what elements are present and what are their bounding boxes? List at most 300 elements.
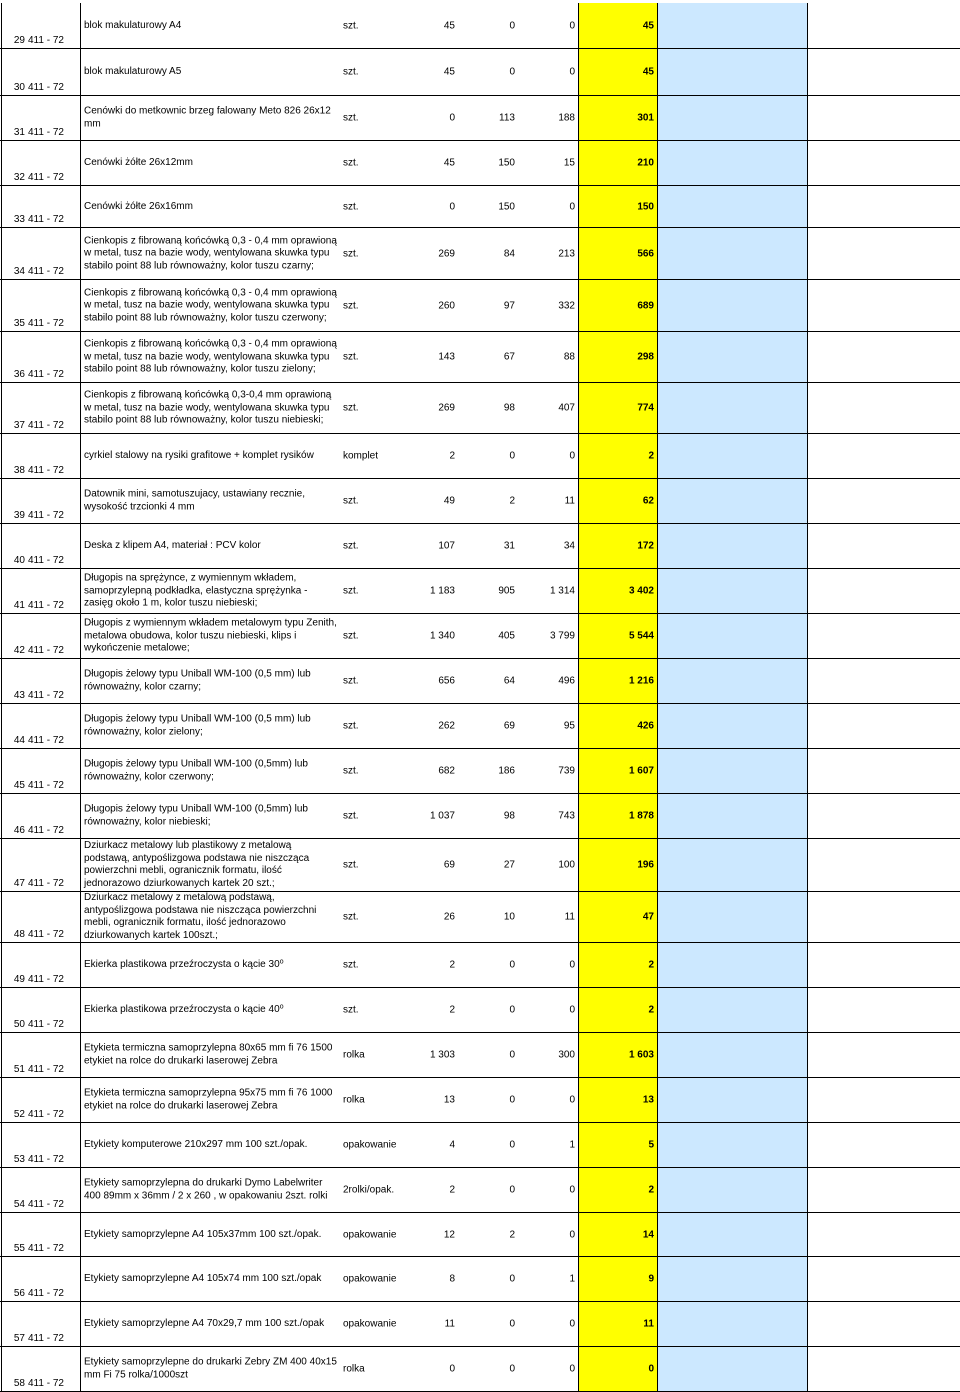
cell-total[interactable] <box>578 569 658 613</box>
item-name: Deska z klipem A4, materiał : PCV kolor <box>84 539 261 551</box>
cell-unit[interactable] <box>340 383 400 433</box>
cell-price[interactable] <box>658 524 808 568</box>
cell-name[interactable] <box>81 1168 340 1212</box>
cell-qty-2[interactable] <box>458 704 518 748</box>
cell-total[interactable] <box>578 434 658 478</box>
cell-total[interactable] <box>578 479 658 523</box>
cell-qty-2[interactable] <box>458 3 518 48</box>
cell-qty-2[interactable] <box>458 141 518 185</box>
cell-name[interactable] <box>81 141 340 185</box>
cell-qty-2[interactable] <box>458 614 518 658</box>
cell-lp[interactable] <box>1 614 81 658</box>
cell-total[interactable] <box>578 1213 658 1256</box>
cell-qty-2[interactable] <box>458 96 518 140</box>
cell-qty-2[interactable] <box>458 1302 518 1346</box>
qty-1-value: 260 <box>438 300 455 311</box>
cell-total[interactable] <box>578 1033 658 1077</box>
cell-qty-2[interactable] <box>458 383 518 433</box>
row-number: 38 <box>13 465 25 476</box>
cell-qty-3[interactable] <box>518 1213 578 1256</box>
item-name: Długopis żelowy typu Uniball WM-100 (0,5mm) lub równoważny, kolor czerwony; <box>84 758 308 782</box>
cell-total[interactable] <box>578 332 658 382</box>
cell-qty-1[interactable] <box>400 569 458 613</box>
item-name: Etykiety samoprzylepne A4 105x74 mm 100 szt./opak <box>84 1272 322 1284</box>
item-name: Długopis żelowy typu Uniball WM-100 (0,5 mm) lub równoważny, kolor zielony; <box>84 713 311 737</box>
cell-lp[interactable] <box>1 749 81 793</box>
cell-unit[interactable] <box>340 1168 400 1212</box>
cell-name[interactable] <box>81 614 340 658</box>
cell-unit[interactable] <box>340 186 400 227</box>
cell-total[interactable] <box>578 704 658 748</box>
cell-total[interactable] <box>578 943 658 987</box>
cell-unit[interactable] <box>340 228 400 279</box>
cell-unit[interactable] <box>340 1257 400 1301</box>
cell-total[interactable] <box>578 228 658 279</box>
cell-total[interactable] <box>578 1078 658 1122</box>
cell-qty-2[interactable] <box>458 332 518 382</box>
cell-unit[interactable] <box>340 524 400 568</box>
cell-total[interactable] <box>578 1257 658 1301</box>
item-unit: rolka <box>343 1094 365 1106</box>
cell-qty-1[interactable] <box>400 96 458 140</box>
item-unit: szt. <box>343 248 359 259</box>
item-unit: szt. <box>343 720 359 732</box>
cell-price[interactable] <box>658 1213 808 1256</box>
cell-name[interactable] <box>81 1347 340 1391</box>
cell-qty-3[interactable] <box>518 659 578 703</box>
cell-name[interactable] <box>81 1302 340 1346</box>
cell-name[interactable] <box>81 479 340 523</box>
cell-unit[interactable] <box>340 1302 400 1346</box>
cell-qty-1[interactable] <box>400 749 458 793</box>
cell-qty-3[interactable] <box>518 332 578 382</box>
cell-total[interactable] <box>578 988 658 1032</box>
cell-qty-3[interactable] <box>518 839 578 891</box>
cell-unit[interactable] <box>340 1347 400 1391</box>
cell-price[interactable] <box>658 141 808 185</box>
cell-unit[interactable] <box>340 839 400 891</box>
item-unit: rolka <box>343 1049 365 1061</box>
cell-price[interactable] <box>658 749 808 793</box>
cell-price[interactable] <box>658 434 808 478</box>
cell-name[interactable] <box>81 383 340 433</box>
cell-name[interactable] <box>81 96 340 140</box>
cell-price[interactable] <box>658 1168 808 1212</box>
cell-qty-2[interactable] <box>458 524 518 568</box>
cell-price[interactable] <box>658 1302 808 1346</box>
cell-lp[interactable] <box>1 186 81 227</box>
cell-name[interactable] <box>81 1078 340 1122</box>
cell-total[interactable] <box>578 1168 658 1212</box>
cell-price[interactable] <box>658 49 808 95</box>
cell-lp[interactable] <box>1 280 81 331</box>
qty-2-value: 98 <box>503 402 515 414</box>
cell-price[interactable] <box>658 383 808 433</box>
cell-qty-2[interactable] <box>458 1257 518 1301</box>
cell-unit[interactable] <box>340 1033 400 1077</box>
cell-price[interactable] <box>658 228 808 279</box>
row-code: 411 - 72 <box>28 214 64 225</box>
cell-qty-3[interactable] <box>518 1347 578 1391</box>
cell-qty-1[interactable] <box>400 1033 458 1077</box>
item-name: Cenówki żółte 26x12mm <box>84 156 193 168</box>
qty-3-value: 1 314 <box>549 585 575 597</box>
qty-1-value: 13 <box>443 1094 455 1106</box>
cell-name[interactable] <box>81 332 340 382</box>
cell-qty-3[interactable] <box>518 892 578 942</box>
cell-price[interactable] <box>658 1033 808 1077</box>
cell-qty-3[interactable] <box>518 49 578 95</box>
cell-total[interactable] <box>578 659 658 703</box>
cell-lp[interactable] <box>1 1033 81 1077</box>
cell-qty-1[interactable] <box>400 943 458 987</box>
cell-name[interactable] <box>81 1213 340 1256</box>
cell-qty-3[interactable] <box>518 383 578 433</box>
cell-qty-2[interactable] <box>458 1123 518 1167</box>
cell-qty-1[interactable] <box>400 839 458 891</box>
cell-lp[interactable] <box>1 839 81 891</box>
cell-name[interactable] <box>81 943 340 987</box>
row-code: 411 - 72 <box>28 1019 64 1030</box>
cell-lp[interactable] <box>1 569 81 613</box>
cell-qty-2[interactable] <box>458 659 518 703</box>
cell-qty-1[interactable] <box>400 1302 458 1346</box>
cell-qty-1[interactable] <box>400 479 458 523</box>
qty-2-value: 2 <box>509 495 515 507</box>
cell-total[interactable] <box>578 186 658 227</box>
cell-price[interactable] <box>658 1123 808 1167</box>
item-unit: opakowanie <box>343 1229 397 1240</box>
cell-qty-3[interactable] <box>518 1078 578 1122</box>
qty-1-value: 1 037 <box>429 810 455 822</box>
cell-unit[interactable] <box>340 614 400 658</box>
total-value: 2 <box>648 1184 654 1196</box>
cell-qty-2[interactable] <box>458 892 518 942</box>
cell-lp[interactable] <box>1 524 81 568</box>
cell-total[interactable] <box>578 614 658 658</box>
cell-price[interactable] <box>658 794 808 838</box>
cell-name[interactable] <box>81 3 340 48</box>
cell-price[interactable] <box>658 704 808 748</box>
cell-unit[interactable] <box>340 794 400 838</box>
cell-qty-1[interactable] <box>400 1168 458 1212</box>
cell-qty-3[interactable] <box>518 1033 578 1077</box>
cell-price[interactable] <box>658 892 808 942</box>
cell-price[interactable] <box>658 943 808 987</box>
cell-lp[interactable] <box>1 704 81 748</box>
cell-price[interactable] <box>658 96 808 140</box>
cell-lp[interactable] <box>1 141 81 185</box>
cell-name[interactable] <box>81 1033 340 1077</box>
cell-qty-1[interactable] <box>400 1123 458 1167</box>
cell-price[interactable] <box>658 988 808 1032</box>
item-name: Etykiety samoprzylepne A4 70x29,7 mm 100 szt./opak <box>84 1317 325 1329</box>
cell-qty-1[interactable] <box>400 3 458 48</box>
cell-qty-3[interactable] <box>518 749 578 793</box>
cell-total[interactable] <box>578 1347 658 1391</box>
cell-name[interactable] <box>81 839 340 891</box>
cell-qty-2[interactable] <box>458 749 518 793</box>
cell-qty-2[interactable] <box>458 434 518 478</box>
cell-total[interactable] <box>578 892 658 942</box>
item-unit: rolka <box>343 1363 365 1375</box>
cell-qty-3[interactable] <box>518 1168 578 1212</box>
cell-unit[interactable] <box>340 659 400 703</box>
cell-qty-1[interactable] <box>400 1078 458 1122</box>
cell-price[interactable] <box>658 280 808 331</box>
row-code: 411 - 72 <box>28 780 64 791</box>
cell-price[interactable] <box>658 839 808 891</box>
cell-qty-3[interactable] <box>518 479 578 523</box>
cell-qty-2[interactable] <box>458 1347 518 1391</box>
cell-qty-3[interactable] <box>518 1123 578 1167</box>
cell-unit[interactable] <box>340 479 400 523</box>
cell-name[interactable] <box>81 749 340 793</box>
qty-2-value: 0 <box>509 1139 515 1151</box>
cell-name[interactable] <box>81 524 340 568</box>
table-row <box>0 186 960 228</box>
row-number: 49 <box>13 974 25 985</box>
cell-name[interactable] <box>81 794 340 838</box>
cell-qty-1[interactable] <box>400 332 458 382</box>
cell-price[interactable] <box>658 3 808 48</box>
item-name: Etykieta termiczna samoprzylepna 95x75 mm fi 76 1000 etykiet na rolce do drukarki laserowej Zebra <box>84 1087 333 1111</box>
cell-qty-3[interactable] <box>518 1302 578 1346</box>
cell-lp[interactable] <box>1 659 81 703</box>
cell-lp[interactable] <box>1 988 81 1032</box>
qty-3-value: 0 <box>569 201 575 212</box>
qty-1-value: 49 <box>443 495 455 507</box>
qty-3-value: 15 <box>563 157 575 169</box>
cell-lp[interactable] <box>1 383 81 433</box>
cell-qty-2[interactable] <box>458 280 518 331</box>
cell-total[interactable] <box>578 96 658 140</box>
qty-3-value: 1 <box>569 1139 575 1151</box>
item-name: Dziurkacz metalowy z metalową podstawą, antypoślizgowa podstawa nie niszcząca powierzchni mebli, ogranicznik formatu, ilość jednorazowo dziurkowanych kartek 100szt.; <box>84 892 317 941</box>
cell-qty-3[interactable] <box>518 614 578 658</box>
cell-unit[interactable] <box>340 49 400 95</box>
qty-2-value: 0 <box>509 1094 515 1106</box>
cell-total[interactable] <box>578 141 658 185</box>
row-code: 411 - 72 <box>28 974 64 985</box>
qty-3-value: 0 <box>569 1318 575 1330</box>
cell-lp[interactable] <box>1 1168 81 1212</box>
qty-3-value: 1 <box>569 1273 575 1285</box>
cell-qty-1[interactable] <box>400 892 458 942</box>
item-unit: szt. <box>343 859 359 871</box>
cell-qty-3[interactable] <box>518 1257 578 1301</box>
cell-name[interactable] <box>81 280 340 331</box>
cell-name[interactable] <box>81 659 340 703</box>
cell-unit[interactable] <box>340 749 400 793</box>
cell-total[interactable] <box>578 3 658 48</box>
cell-name[interactable] <box>81 704 340 748</box>
cell-qty-3[interactable] <box>518 704 578 748</box>
qty-2-value: 67 <box>503 351 515 363</box>
cell-price[interactable] <box>658 332 808 382</box>
cell-qty-1[interactable] <box>400 659 458 703</box>
cell-qty-3[interactable] <box>518 141 578 185</box>
row-number: 51 <box>13 1064 25 1075</box>
cell-price[interactable] <box>658 1257 808 1301</box>
cell-unit[interactable] <box>340 1123 400 1167</box>
cell-total[interactable] <box>578 1123 658 1167</box>
cell-unit[interactable] <box>340 1078 400 1122</box>
qty-1-value: 269 <box>438 248 455 259</box>
cell-qty-3[interactable] <box>518 434 578 478</box>
cell-unit[interactable] <box>340 141 400 185</box>
cell-qty-3[interactable] <box>518 228 578 279</box>
cell-unit[interactable] <box>340 3 400 48</box>
cell-qty-1[interactable] <box>400 1213 458 1256</box>
qty-1-value: 0 <box>449 112 455 124</box>
cell-lp[interactable] <box>1 1302 81 1346</box>
row-code: 411 - 72 <box>28 318 64 329</box>
cell-qty-1[interactable] <box>400 988 458 1032</box>
cell-price[interactable] <box>658 659 808 703</box>
cell-total[interactable] <box>578 280 658 331</box>
cell-price[interactable] <box>658 1347 808 1391</box>
item-name: blok makulaturowy A5 <box>84 65 182 77</box>
cell-qty-2[interactable] <box>458 479 518 523</box>
row-code: 411 - 72 <box>28 35 64 46</box>
cell-qty-1[interactable] <box>400 614 458 658</box>
cell-total[interactable] <box>578 749 658 793</box>
cell-qty-2[interactable] <box>458 1213 518 1256</box>
cell-unit[interactable] <box>340 332 400 382</box>
cell-unit[interactable] <box>340 988 400 1032</box>
cell-lp[interactable] <box>1 1078 81 1122</box>
cell-qty-1[interactable] <box>400 141 458 185</box>
cell-qty-3[interactable] <box>518 3 578 48</box>
cell-lp[interactable] <box>1 434 81 478</box>
cell-qty-2[interactable] <box>458 1078 518 1122</box>
cell-name[interactable] <box>81 569 340 613</box>
cell-qty-2[interactable] <box>458 569 518 613</box>
cell-lp[interactable] <box>1 479 81 523</box>
total-value: 45 <box>642 66 654 78</box>
qty-3-value: 11 <box>564 911 575 923</box>
cell-price[interactable] <box>658 569 808 613</box>
cell-name[interactable] <box>81 1123 340 1167</box>
cell-price[interactable] <box>658 614 808 658</box>
cell-lp[interactable] <box>1 892 81 942</box>
cell-qty-3[interactable] <box>518 943 578 987</box>
cell-qty-1[interactable] <box>400 794 458 838</box>
cell-qty-1[interactable] <box>400 49 458 95</box>
cell-total[interactable] <box>578 794 658 838</box>
qty-2-value: 98 <box>503 810 515 822</box>
cell-total[interactable] <box>578 1302 658 1346</box>
row-number: 39 <box>13 510 25 521</box>
cell-name[interactable] <box>81 49 340 95</box>
cell-unit[interactable] <box>340 96 400 140</box>
item-unit: 2rolki/opak. <box>343 1184 395 1196</box>
cell-unit[interactable] <box>340 569 400 613</box>
cell-lp[interactable] <box>1 1213 81 1256</box>
row-code: 411 - 72 <box>28 1243 64 1254</box>
cell-lp[interactable] <box>1 1257 81 1301</box>
cell-name[interactable] <box>81 892 340 942</box>
cell-qty-2[interactable] <box>458 794 518 838</box>
cell-qty-2[interactable] <box>458 943 518 987</box>
cell-price[interactable] <box>658 186 808 227</box>
cell-name[interactable] <box>81 988 340 1032</box>
total-value: 45 <box>642 20 654 31</box>
cell-lp[interactable] <box>1 1123 81 1167</box>
cell-name[interactable] <box>81 434 340 478</box>
cell-qty-2[interactable] <box>458 1033 518 1077</box>
cell-unit[interactable] <box>340 704 400 748</box>
cell-qty-1[interactable] <box>400 1347 458 1391</box>
cell-qty-2[interactable] <box>458 186 518 227</box>
cell-total[interactable] <box>578 49 658 95</box>
cell-name[interactable] <box>81 1257 340 1301</box>
qty-3-value: 0 <box>569 1004 575 1016</box>
cell-qty-1[interactable] <box>400 1257 458 1301</box>
cell-unit[interactable] <box>340 943 400 987</box>
cell-lp[interactable] <box>1 228 81 279</box>
cell-qty-1[interactable] <box>400 186 458 227</box>
item-name: Etykiety komputerowe 210x297 mm 100 szt./opak. <box>84 1138 308 1150</box>
cell-lp[interactable] <box>1 3 81 48</box>
total-value: 689 <box>637 300 654 311</box>
cell-qty-1[interactable] <box>400 434 458 478</box>
cell-qty-3[interactable] <box>518 988 578 1032</box>
cell-unit[interactable] <box>340 434 400 478</box>
cell-total[interactable] <box>578 524 658 568</box>
total-value: 1 216 <box>628 675 654 687</box>
cell-lp[interactable] <box>1 943 81 987</box>
total-value: 47 <box>642 911 654 923</box>
cell-qty-3[interactable] <box>518 524 578 568</box>
cell-price[interactable] <box>658 479 808 523</box>
cell-qty-1[interactable] <box>400 524 458 568</box>
qty-2-value: 0 <box>509 20 515 31</box>
cell-unit[interactable] <box>340 280 400 331</box>
cell-unit[interactable] <box>340 1213 400 1256</box>
cell-qty-1[interactable] <box>400 383 458 433</box>
cell-qty-2[interactable] <box>458 228 518 279</box>
cell-total[interactable] <box>578 839 658 891</box>
cell-lp[interactable] <box>1 49 81 95</box>
cell-name[interactable] <box>81 228 340 279</box>
cell-qty-2[interactable] <box>458 839 518 891</box>
table-row <box>0 839 960 892</box>
cell-unit[interactable] <box>340 892 400 942</box>
cell-qty-1[interactable] <box>400 704 458 748</box>
cell-qty-2[interactable] <box>458 988 518 1032</box>
cell-total[interactable] <box>578 383 658 433</box>
cell-price[interactable] <box>658 1078 808 1122</box>
cell-qty-1[interactable] <box>400 228 458 279</box>
cell-qty-2[interactable] <box>458 49 518 95</box>
cell-lp[interactable] <box>1 96 81 140</box>
cell-qty-1[interactable] <box>400 280 458 331</box>
cell-qty-2[interactable] <box>458 1168 518 1212</box>
cell-qty-3[interactable] <box>518 96 578 140</box>
cell-qty-3[interactable] <box>518 186 578 227</box>
cell-qty-3[interactable] <box>518 280 578 331</box>
table-row <box>0 1078 960 1123</box>
cell-qty-3[interactable] <box>518 569 578 613</box>
cell-lp[interactable] <box>1 332 81 382</box>
cell-lp[interactable] <box>1 794 81 838</box>
cell-qty-3[interactable] <box>518 794 578 838</box>
cell-lp[interactable] <box>1 1347 81 1391</box>
cell-name[interactable] <box>81 186 340 227</box>
row-number: 57 <box>13 1333 25 1344</box>
